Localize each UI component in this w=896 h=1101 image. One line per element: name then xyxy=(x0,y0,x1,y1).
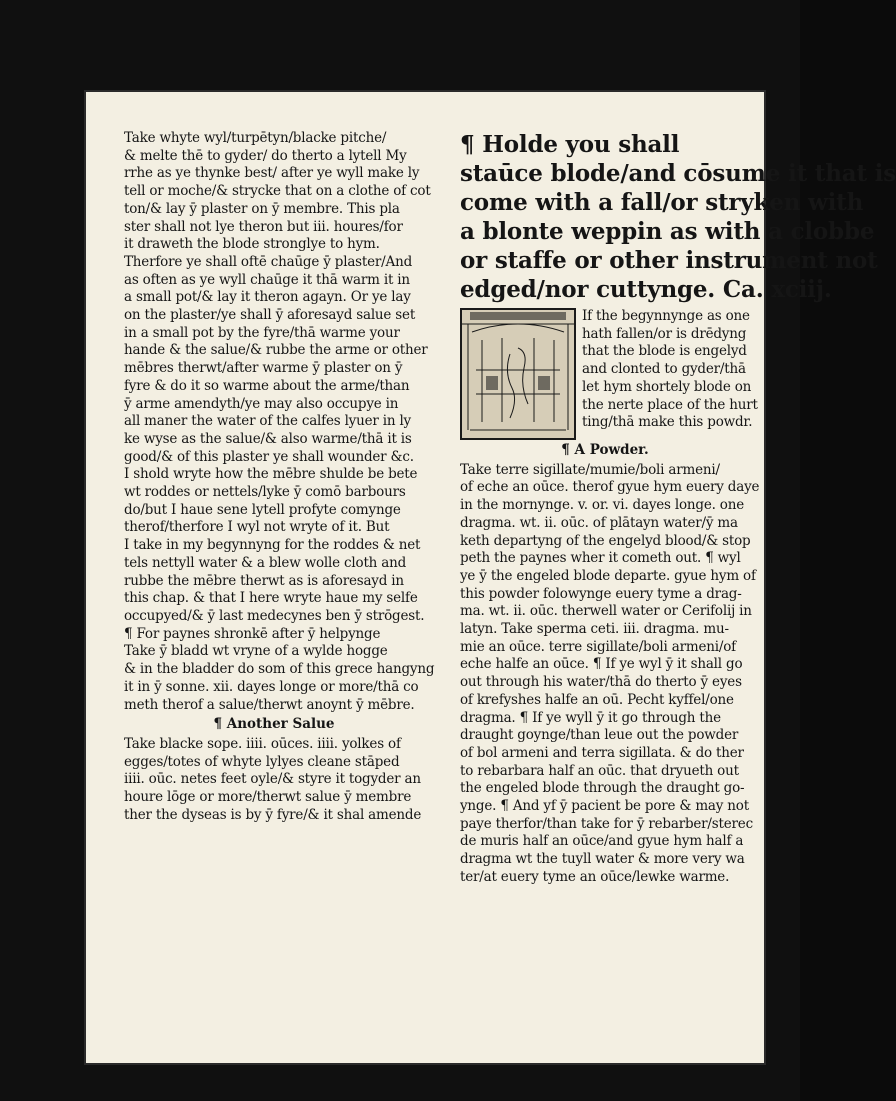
left-paragraph-line: therof/therfore I wyl not wryte of it. But xyxy=(124,519,390,536)
left-paragraph-line: ster shall not lye theron but iii. houres/for xyxy=(124,218,403,235)
section-heading-powder: ¶ A Powder. xyxy=(561,442,649,458)
left-paragraph-line: on the plaster/ye shall ȳ aforesayd salue set xyxy=(124,307,416,324)
left-paragraph-line: do/but I haue sene lytell profyte comynge xyxy=(124,501,401,518)
figure-side-text-line: that the blode is engelyd xyxy=(582,343,747,360)
chapter-title-line: edged/nor cuttynge. Ca. xciij. xyxy=(460,276,832,303)
left-paragraph-2 xyxy=(124,625,435,715)
left-paragraph-line: it draweth the blode stronglye to hym. xyxy=(124,236,380,253)
right-paragraph-line: ye ȳ the engeled blode departe. gyue hym of xyxy=(460,567,756,584)
right-paragraph-line: mie an oūce. terre sigillate/boli armeni/of xyxy=(460,638,736,655)
left-paragraph-1 xyxy=(124,130,431,626)
left-paragraph-line: ther the dyseas is by ȳ fyre/& it shal amende xyxy=(124,806,422,823)
left-paragraph-line: mēbres therwt/after warme ȳ plaster on ȳ xyxy=(124,360,403,377)
left-paragraph-line: a small pot/& lay it theron agayn. Or ye lay xyxy=(124,289,411,306)
figure-side-text-line: If the begynnynge as one xyxy=(582,308,750,324)
left-paragraph-line: Take blacke sope. iiii. oūces. iiii. yolkes of xyxy=(124,735,401,752)
right-paragraph-line: eche halfe an oūce. ¶ If ye wyl ȳ it shall go xyxy=(460,656,743,673)
figure-block xyxy=(460,308,758,440)
left-paragraph-line: egges/totes of whyte lylyes cleane stāped xyxy=(124,753,400,770)
right-paragraph-line: of krefyshes halfe an oū. Pecht kyffel/one xyxy=(460,691,734,708)
right-paragraph-line: draught goynge/than leue out the powder xyxy=(460,727,739,744)
left-paragraph-line: in a small pot by the fyre/thā warme your xyxy=(124,324,400,341)
right-paragraph-line: de muris half an oūce/and gyue hym half a xyxy=(460,833,744,850)
left-paragraph-line: ȳ arme amendyth/ye may also occupye in xyxy=(124,395,399,412)
left-paragraph-line: & in the bladder do som of this grece hangyng xyxy=(124,661,435,678)
left-paragraph-line: as often as ye wyll chaūge it thā warm it in xyxy=(124,271,410,288)
right-paragraph-line: in the mornynge. v. or. vi. dayes longe. one xyxy=(460,497,745,514)
right-paragraph-line: out through his water/thā do therto ȳ eyes xyxy=(460,674,742,691)
right-column xyxy=(460,130,896,887)
book-page xyxy=(84,90,896,1065)
chapter-title xyxy=(460,130,896,304)
chapter-title-line: or staffe or other instrument not xyxy=(460,247,878,274)
figure-side-text-line: the nerte place of the hurt xyxy=(582,396,758,413)
figure-side-text xyxy=(582,308,758,440)
right-paragraph-line: ynge. ¶ And yf ȳ pacient be pore & may not xyxy=(460,798,749,815)
right-paragraph xyxy=(460,461,760,887)
left-paragraph-line: all maner the water of the calfes lyuer in ly xyxy=(124,413,411,430)
left-paragraph-line: good/& of this plaster ye shall wounder &c. xyxy=(124,448,414,465)
chapter-title-line: a blonte weppin as with a clobbe xyxy=(460,218,875,245)
right-paragraph-line: paye therfor/than take for ȳ rebarber/sterec xyxy=(460,815,753,832)
right-paragraph-line: ter/at euery tyme an oūce/lewke warme. xyxy=(460,868,730,885)
right-paragraph-line: the engeled blode through the draught go- xyxy=(460,780,745,797)
right-paragraph-line: dragma. ¶ If ye wyll ȳ it go through the xyxy=(460,709,721,726)
left-paragraph-line: Take ȳ bladd wt vryne of a wylde hogge xyxy=(124,643,388,660)
left-paragraph-line: ¶ For paynes shronkē after ȳ helpynge xyxy=(124,625,381,642)
left-paragraph-line: tels nettyll water & a blew wolle cloth and xyxy=(124,554,407,571)
figure-side-text-line: and clonted to gyder/thā xyxy=(582,361,746,378)
left-paragraph-line: this chap. & that I here wryte haue my selfe xyxy=(124,590,418,607)
right-paragraph-line: Take terre sigillate/mumie/boli armeni/ xyxy=(460,461,720,478)
right-paragraph-line: peth the paynes wher it cometh out. ¶ wyl xyxy=(460,550,741,567)
right-paragraph-line: of eche an oūce. therof gyue hym euery daye xyxy=(460,479,760,496)
left-paragraph-line: hande & the salue/& rubbe the arme or other xyxy=(124,342,428,359)
left-paragraph-line: & melte thē to gyder/ do therto a lytell My xyxy=(124,147,407,164)
left-paragraph-line: I shold wryte how the mēbre shulde be bete xyxy=(124,466,418,483)
left-paragraph-line: rubbe the mēbre therwt as is aforesayd in xyxy=(124,572,404,589)
left-paragraph-line: rrhe as ye thynke best/ after ye wyll make ly xyxy=(124,165,420,182)
left-paragraph-line: tell or moche/& strycke that on a clothe of cot xyxy=(124,183,431,200)
left-paragraph-line: Therfore ye shall oftē chaūge ȳ plaster/And xyxy=(124,253,413,270)
left-paragraph-line: ke wyse as the salue/& also warme/thā it is xyxy=(124,430,412,447)
left-paragraph-line: iiii. oūc. netes feet oyle/& styre it togyder an xyxy=(124,771,421,788)
left-paragraph-line: wt roddes or nettels/lyke ȳ comō barbours xyxy=(124,484,406,501)
section-heading-another-salue: ¶ Another Salue xyxy=(213,716,335,733)
chapter-title-line: staūce blode/and cōsume it that is xyxy=(460,160,896,187)
left-paragraph-line: it in ȳ sonne. xii. dayes longe or more/thā co xyxy=(124,678,419,695)
right-paragraph-line: latyn. Take sperma ceti. iii. dragma. mu- xyxy=(460,621,729,638)
left-paragraph-line: occupyed/& ȳ last medecynes ben ȳ strōgest. xyxy=(124,607,425,624)
chapter-title-line: ¶ Holde you shall xyxy=(460,131,680,158)
right-paragraph-line: ma. wt. ii. oūc. therwell water or Cerifolij in xyxy=(460,603,752,620)
left-paragraph-line: Take whyte wyl/turpētyn/blacke pitche/ xyxy=(124,130,387,146)
right-paragraph-line: dragma wt the tuyll water & more very wa xyxy=(460,851,745,868)
right-paragraph-line: keth departyng of the engelyd blood/& stop xyxy=(460,532,751,549)
right-paragraph-line: this powder folowynge euery tyme a drag- xyxy=(460,585,742,602)
left-paragraph-line: meth therof a salue/therwt anoynt ȳ mēbre. xyxy=(124,696,415,713)
left-paragraph-line: I take in my begynnyng for the roddes & net xyxy=(124,537,421,554)
left-column xyxy=(124,130,435,824)
left-paragraph-line: ton/& lay ȳ plaster on ȳ membre. This pla xyxy=(124,200,400,217)
figure-side-text-line: ting/thā make this powdr. xyxy=(582,414,753,431)
right-paragraph-line: of bol armeni and terra sigillata. & do ther xyxy=(460,744,744,761)
woodcut-drawing xyxy=(462,310,574,438)
figure-side-text-line: hath fallen/or is drēdyng xyxy=(582,325,747,342)
right-paragraph-line: to rebarbara half an oūc. that dryueth out xyxy=(460,762,739,779)
left-paragraph-line: fyre & do it so warme about the arme/than xyxy=(124,377,410,394)
right-paragraph-line: dragma. wt. ii. oūc. of plātayn water/ȳ ma xyxy=(460,514,738,531)
woodcut-illustration xyxy=(460,308,576,440)
chapter-title-line: come with a fall/or stryken with xyxy=(460,189,864,216)
left-paragraph-line: houre lōge or more/therwt salue ȳ membre xyxy=(124,789,412,806)
figure-side-text-line: let hym shortely blode on xyxy=(582,378,752,395)
left-paragraph-3 xyxy=(124,736,424,825)
